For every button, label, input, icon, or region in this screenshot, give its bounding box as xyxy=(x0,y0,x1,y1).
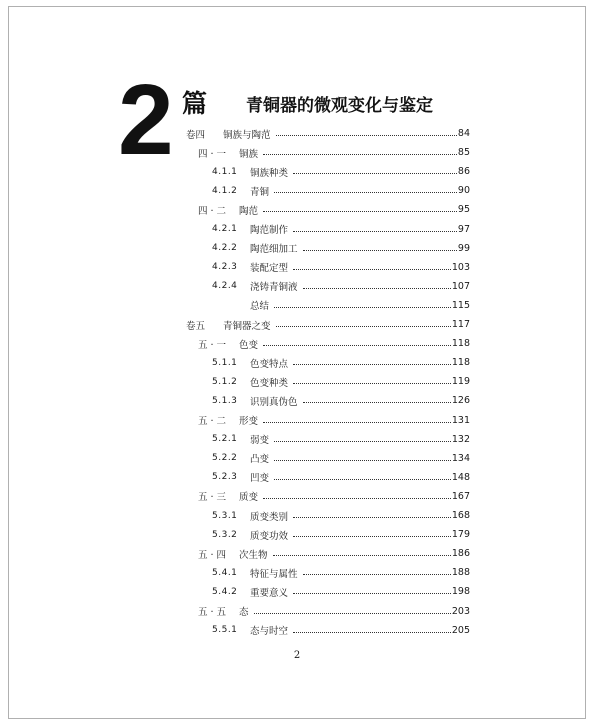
toc-entry-title: 态 xyxy=(239,607,249,618)
dot-leader xyxy=(263,154,457,155)
toc-entry-number: 卷四 xyxy=(186,129,206,141)
toc-entry-page: 84 xyxy=(457,128,470,139)
dot-leader xyxy=(293,593,451,594)
dot-leader xyxy=(293,231,457,232)
toc-entry xyxy=(212,372,470,391)
toc-entry xyxy=(212,525,470,544)
toc-entry-number: 4.1.1 xyxy=(212,166,238,177)
toc-entry xyxy=(198,487,470,506)
dot-leader xyxy=(293,364,451,365)
toc-entry-number: 五 · 五 xyxy=(198,607,227,618)
toc-entry-number: 5.5.1 xyxy=(212,625,238,636)
toc-entry-number: 4.1.2 xyxy=(212,185,238,196)
toc-entry xyxy=(212,563,470,582)
toc-entry xyxy=(212,296,470,315)
dot-leader xyxy=(303,574,451,575)
toc-entry-title: 色变特点 xyxy=(250,358,289,370)
toc-entry-page: 132 xyxy=(451,433,470,445)
toc-entry-number: 五 · 三 xyxy=(198,492,227,504)
toc-entry-title: 识别真伪色 xyxy=(250,396,298,408)
toc-entry-page: 179 xyxy=(451,529,470,541)
dot-leader xyxy=(276,135,457,136)
toc-entry-number: 4.2.3 xyxy=(212,262,238,273)
toc-entry xyxy=(212,162,470,181)
toc-entry xyxy=(212,582,470,601)
dot-leader xyxy=(293,269,451,270)
toc-entry xyxy=(212,353,470,372)
toc-entry xyxy=(198,143,470,162)
toc-entry-page: 186 xyxy=(451,548,470,560)
toc-entry xyxy=(198,200,470,219)
toc-entry-title: 色变 xyxy=(239,339,259,351)
toc-entry-title: 质变 xyxy=(239,492,259,504)
dot-leader xyxy=(293,173,457,174)
toc-entry-title: 铜族 xyxy=(239,148,259,160)
toc-entry-number: 4.2.1 xyxy=(212,224,238,234)
chapter-title: 青铜器的微观变化与鉴定 xyxy=(246,96,433,116)
toc-entry-title: 铜族种类 xyxy=(250,167,289,179)
toc-entry xyxy=(198,602,470,621)
toc-entry-page: 131 xyxy=(451,414,470,426)
toc-entry-title: 重要意义 xyxy=(250,587,289,599)
toc-entry-number: 4.2.2 xyxy=(212,243,238,254)
dot-leader xyxy=(293,536,451,537)
dot-leader xyxy=(293,383,451,384)
dot-leader xyxy=(303,402,451,403)
toc-entry-number: 5.2.2 xyxy=(212,453,238,464)
toc-entry xyxy=(212,430,470,449)
toc-entry-page: 134 xyxy=(451,452,470,464)
toc-entry-page: 126 xyxy=(451,395,470,407)
toc-entry-page: 188 xyxy=(451,567,470,579)
toc-entry-title: 特征与属性 xyxy=(250,568,298,580)
dot-leader xyxy=(303,250,457,251)
toc-entry-number: 卷五 xyxy=(186,320,206,332)
toc-entry-number: 5.4.1 xyxy=(212,567,238,578)
toc-entry-title: 态与时空 xyxy=(250,626,289,638)
dot-leader xyxy=(263,345,451,346)
dot-leader xyxy=(263,211,457,212)
toc-entry-title: 质变类别 xyxy=(250,511,289,523)
toc-entry-title: 装配定型 xyxy=(250,263,289,275)
toc-entry-number: 5.2.3 xyxy=(212,472,238,483)
toc-entry-title: 铜族与陶范 xyxy=(223,129,271,141)
dot-leader xyxy=(293,632,451,633)
dot-leader xyxy=(276,326,451,327)
dot-leader xyxy=(293,517,451,518)
dot-leader xyxy=(274,307,451,308)
toc-entry xyxy=(186,315,470,334)
toc-entry-title: 青铜器之变 xyxy=(223,320,271,332)
toc-entry-page: 119 xyxy=(451,376,470,388)
toc-entry xyxy=(212,258,470,277)
toc-entry-page: 198 xyxy=(451,586,470,598)
toc-entry-title: 次生物 xyxy=(239,549,268,561)
toc-entry xyxy=(198,544,470,563)
toc-entry-number: 5.2.1 xyxy=(212,434,238,445)
dot-leader xyxy=(263,498,451,499)
toc-entry-page: 168 xyxy=(451,510,470,521)
toc-entry-page: 118 xyxy=(451,357,470,369)
toc-entry-number: 5.1.1 xyxy=(212,357,238,368)
toc-entry-page: 107 xyxy=(451,280,470,292)
chapter-number: 2 xyxy=(118,64,174,176)
toc-entry-title: 弱变 xyxy=(250,435,270,447)
toc-entry-title: 陶范制作 xyxy=(250,225,289,236)
toc-entry-title: 陶范细加工 xyxy=(250,244,298,256)
toc-entry-title: 色变种类 xyxy=(250,377,289,389)
toc-entry xyxy=(212,277,470,296)
toc-entry xyxy=(198,411,470,430)
dot-leader xyxy=(274,192,457,193)
toc-entry-page: 117 xyxy=(451,319,470,330)
toc-entry-page: 99 xyxy=(457,242,470,254)
dot-leader xyxy=(303,288,451,289)
toc-entry-title: 凹变 xyxy=(250,473,270,485)
toc-entry-title: 质变功效 xyxy=(250,530,289,542)
toc-entry-number: 5.4.2 xyxy=(212,586,238,597)
toc-entry xyxy=(212,621,470,640)
toc-entry xyxy=(212,181,470,200)
toc-entry-title: 青铜 xyxy=(250,186,270,198)
toc-entry-page: 148 xyxy=(451,471,470,483)
toc-entry-number: 五 · 一 xyxy=(198,339,227,351)
dot-leader xyxy=(274,479,451,480)
toc-entry-number: 5.1.2 xyxy=(212,376,238,387)
toc-entry-page: 205 xyxy=(451,624,470,636)
dot-leader xyxy=(273,555,451,556)
toc-entry xyxy=(212,391,470,410)
toc-entry-number: 5.3.1 xyxy=(212,510,238,521)
toc-entry xyxy=(212,506,470,525)
toc-entry-page: 85 xyxy=(457,147,470,159)
toc-entry-title: 形变 xyxy=(239,416,259,427)
toc-entry-page: 86 xyxy=(457,166,470,178)
toc-entry-number: 4.2.4 xyxy=(212,281,238,292)
toc-entry xyxy=(212,239,470,258)
toc-entry-page: 167 xyxy=(451,490,470,502)
toc-entry-page: 115 xyxy=(451,299,470,311)
toc-entry xyxy=(198,334,470,353)
dot-leader xyxy=(274,460,451,461)
toc-entry-number: 五 · 二 xyxy=(198,416,227,427)
toc-entry-title: 总结 xyxy=(250,301,270,313)
page-number: 2 xyxy=(293,650,301,661)
toc-entry-number: 四 · 二 xyxy=(198,205,227,217)
toc-entry-number: 五 · 四 xyxy=(198,549,227,561)
toc-entry-page: 97 xyxy=(457,223,470,235)
toc-entry xyxy=(186,124,470,143)
dot-leader xyxy=(263,422,451,423)
toc-entry-title: 凸变 xyxy=(250,454,270,466)
toc-entry-page: 103 xyxy=(451,261,470,273)
dot-leader xyxy=(254,613,451,614)
toc-entry-page: 118 xyxy=(451,338,470,350)
toc-entry-page: 203 xyxy=(451,605,470,617)
part-label: 篇 xyxy=(182,89,208,118)
toc-entry-title: 浇铸青铜液 xyxy=(250,282,298,294)
toc-entry xyxy=(212,449,470,468)
toc-entry xyxy=(212,220,470,239)
toc-entry xyxy=(212,468,470,487)
dot-leader xyxy=(274,441,451,442)
toc-entry-title: 陶范 xyxy=(239,205,259,217)
toc-entry-page: 90 xyxy=(457,185,470,197)
toc-entry-number: 5.1.3 xyxy=(212,395,238,406)
toc-entry-number: 四 · 一 xyxy=(198,148,227,160)
toc-entry-number: 5.3.2 xyxy=(212,529,238,540)
toc-entry-page: 95 xyxy=(457,204,470,216)
